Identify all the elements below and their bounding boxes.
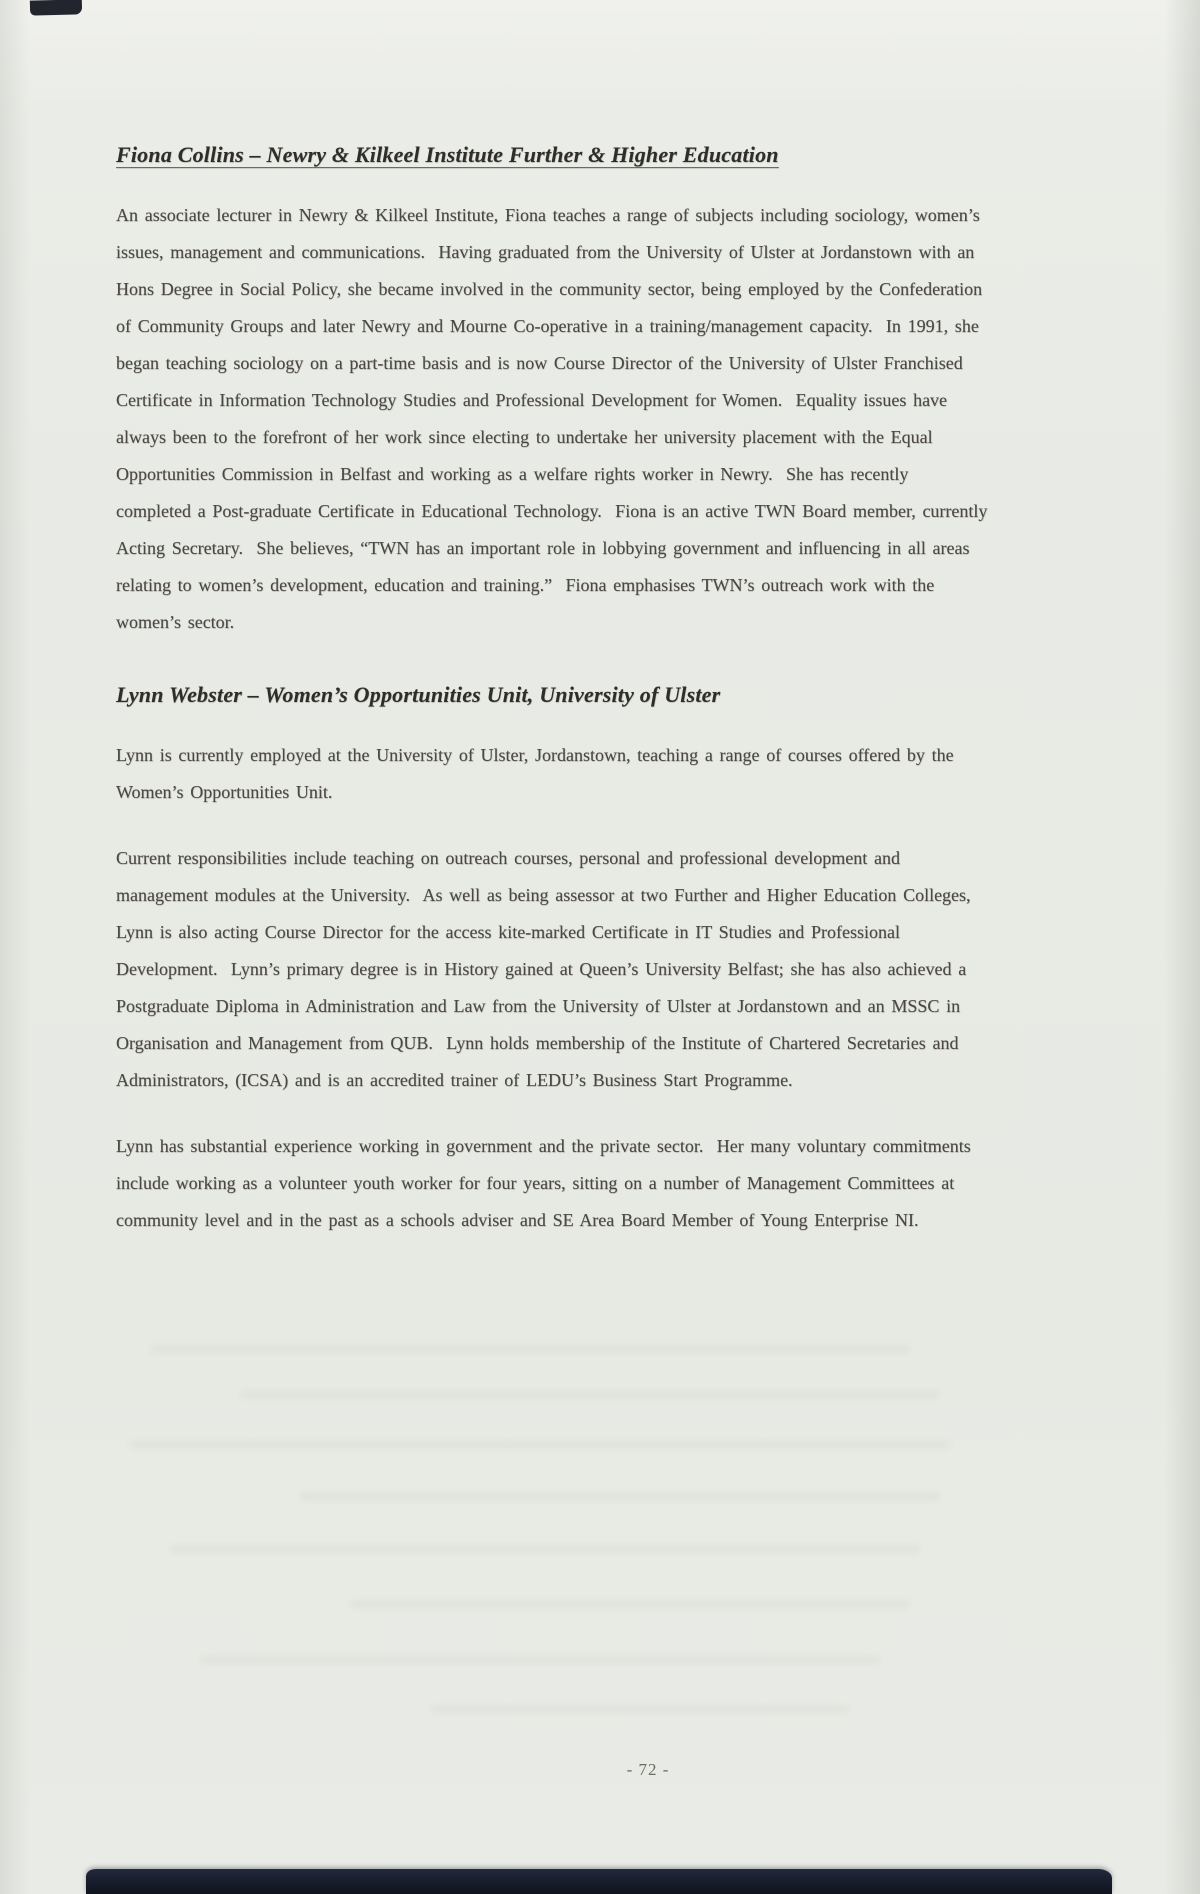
bleed-through-artifact <box>240 1390 940 1399</box>
bleed-through-artifact <box>430 1705 850 1714</box>
paragraph-lynn-current-role: Lynn is currently employed at the University of Ulster, Jordanstown, teaching a range of courses offered by the Women’s Opportunities Unit. <box>116 745 960 802</box>
scan-edge-artifact-bottom <box>86 1869 1112 1894</box>
bleed-through-artifact <box>150 1345 910 1354</box>
bleed-through-artifact <box>130 1440 950 1449</box>
scan-edge-artifact-top <box>30 0 82 16</box>
section-heading-lynn-webster: Lynn Webster – Women’s Opportunities Unit, University of Ulster <box>116 682 721 707</box>
bleed-through-artifact <box>200 1655 880 1664</box>
bleed-through-artifact <box>170 1545 920 1554</box>
bleed-through-artifact <box>350 1600 910 1609</box>
paragraph-lynn-experience: Lynn has substantial experience working in government and the private sector. Her many voluntary commitments include working as a volunteer youth worker for four years, sitting on a number of Management Committees at community level and in the past as a schools adviser and SE Area Board Member of Young Enterprise NI. <box>116 1136 978 1230</box>
bleed-through-artifact <box>300 1492 940 1501</box>
page-content <box>116 140 994 1268</box>
paragraph-fiona-bio: An associate lecturer in Newry & Kilkeel Institute, Fiona teaches a range of subjects including sociology, women’s issues, management and communications. Having graduated from the University of Ulster at Jordanstown with an Hons Degree in Social Policy, she became involved in the community sector, being employed by the Confederation of Community Groups and later Newry and Mourne Co-operative in a training/management capacity. In 1991, she began teaching sociology on a part-time basis and is now Course Director of the University of Ulster Franchised Certificate in Information Technology Studies and Professional Development for Women. Equality issues have always been to the forefront of her work since electing to undertake her university placement with the Equal Opportunities Commission in Belfast and working as a welfare rights worker in Newry. She has recently completed a Post-graduate Certificate in Educational Technology. Fiona is an active TWN Board member, currently Acting Secretary. She believes, “TWN has an important role in lobbying government and influencing in all areas relating to women’s development, education and training.” Fiona emphasises TWN’s outreach work with the women’s sector. <box>116 205 994 632</box>
section-heading-fiona-collins: Fiona Collins – Newry & Kilkeel Institute Further & Higher Education <box>116 142 779 167</box>
page-number: - 72 - <box>626 1760 670 1779</box>
paragraph-lynn-responsibilities: Current responsibilities include teaching on outreach courses, personal and professional development and management modules at the University. As well as being assessor at two Further and Higher Education Colleges, Lynn is also acting Course Director for the access kite-marked Certificate in IT Studies and Professional Development. Lynn’s primary degree is in History gained at Queen’s University Belfast; she has also achieved a Postgraduate Diploma in Administration and Law from the University of Ulster at Jordanstown and an MSSC in Organisation and Management from QUB. Lynn holds membership of the Institute of Chartered Secretaries and Administrators, (ICSA) and is an accredited trainer of LEDU’s Business Start Programme. <box>116 848 978 1090</box>
